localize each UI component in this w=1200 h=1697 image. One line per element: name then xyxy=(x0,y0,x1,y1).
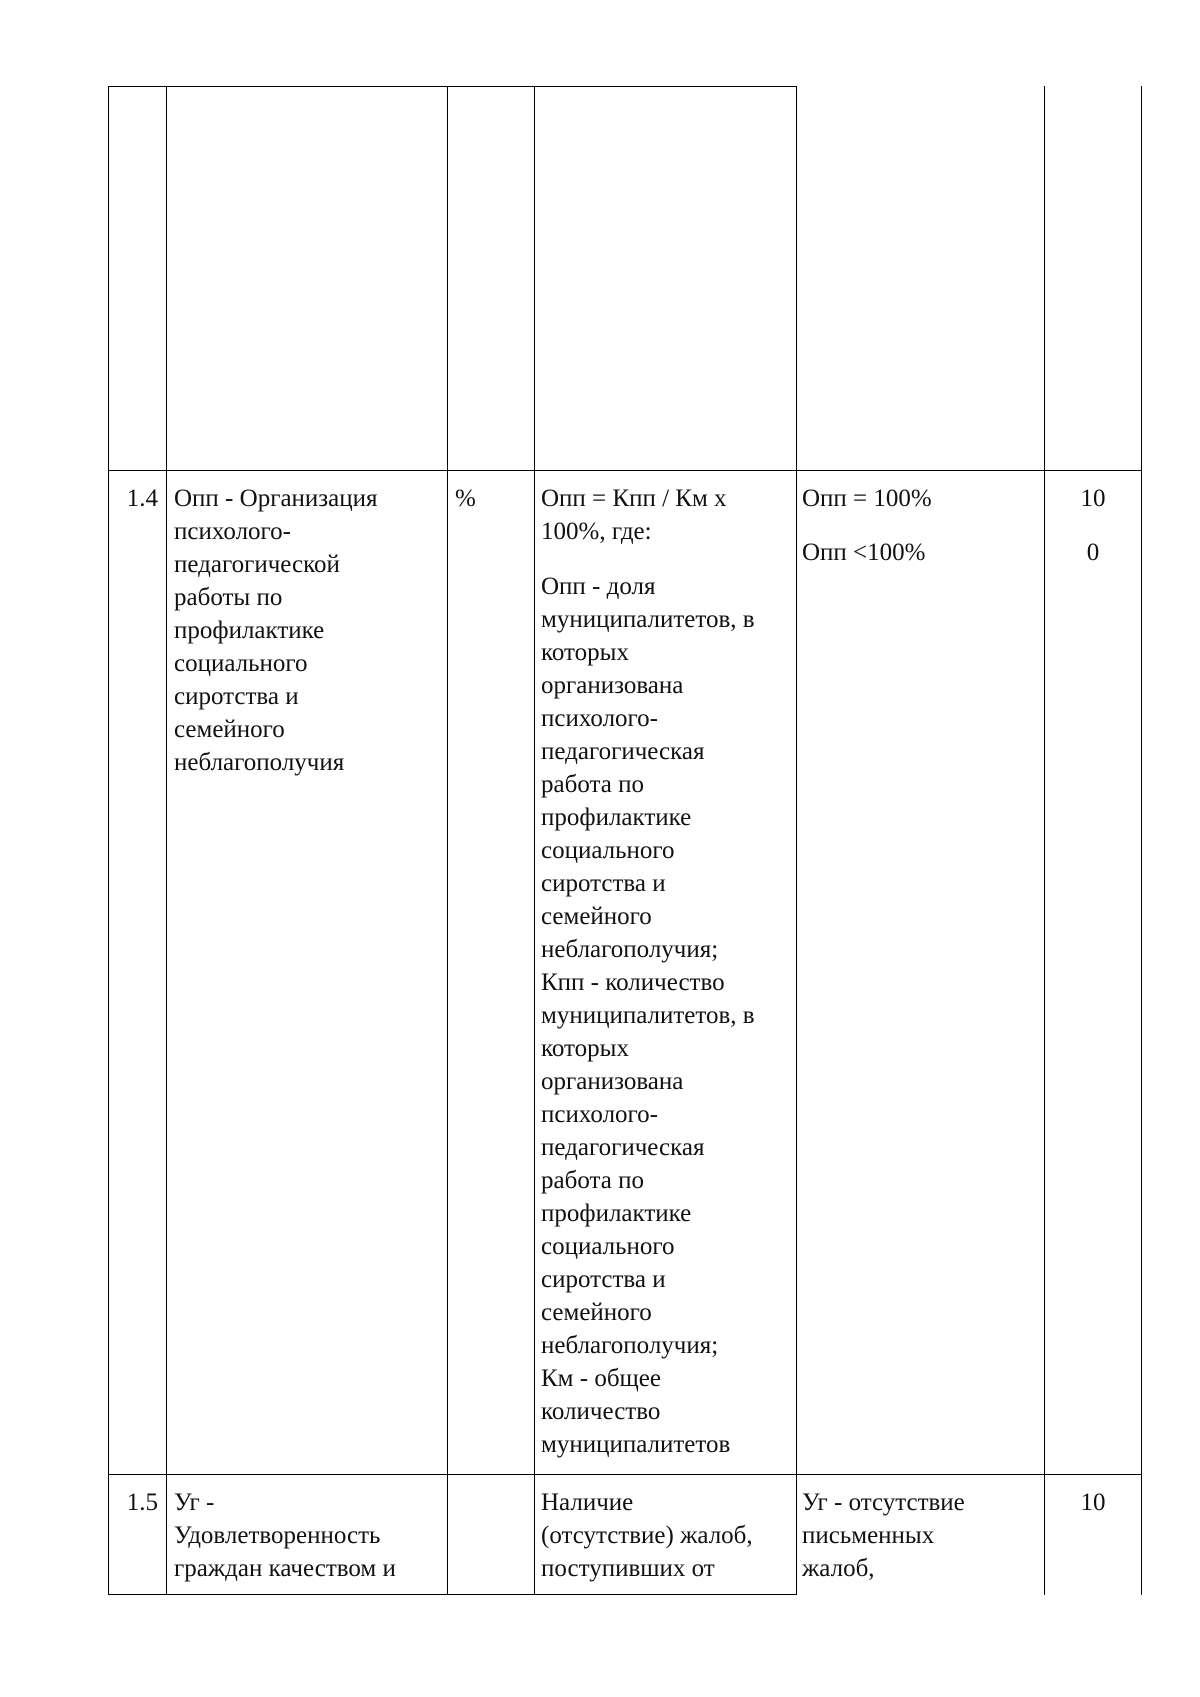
row-1-4-number xyxy=(110,482,158,515)
row-separator-1-5 xyxy=(108,1474,1142,1475)
table-top-border xyxy=(108,86,797,87)
row-number-text: 1.4 xyxy=(126,485,158,512)
row-1-4-indicator xyxy=(174,482,442,779)
score-2: 0 xyxy=(1086,539,1100,566)
row-1-5-indicator xyxy=(174,1486,442,1585)
row-1-4-scores xyxy=(1046,482,1140,569)
row-1-5-score xyxy=(1046,1486,1140,1519)
row-1-4-formula xyxy=(541,482,795,1461)
formula-text: Наличие (отсутствие) жалоб, поступивших от xyxy=(541,1489,753,1582)
score-1: 10 xyxy=(1080,485,1106,512)
criterion-1: Уг - отсутствие письменных жалоб, xyxy=(802,1489,965,1582)
row-1-5-formula xyxy=(541,1486,795,1585)
col-line-1 xyxy=(166,86,167,1595)
criterion-2: Опп <100% xyxy=(802,539,926,566)
unit-text: % xyxy=(455,485,476,512)
row-1-5-number xyxy=(110,1486,158,1519)
row-number-text: 1.5 xyxy=(126,1489,158,1516)
col-line-3 xyxy=(534,86,535,1595)
col-line-2 xyxy=(447,86,448,1595)
indicator-text: Опп - Организация психолого- педагогической работы по профилактике социального сиротства и семейного неблагополучия xyxy=(174,485,378,776)
score-1: 10 xyxy=(1080,1489,1106,1516)
row-separator-1-4 xyxy=(108,470,1142,471)
col-line-6 xyxy=(1141,86,1142,1595)
col-line-5 xyxy=(1044,86,1045,1595)
row-1-5-criteria xyxy=(802,1486,1040,1585)
formula-text: Опп = Кпп / Км х 100%, где: xyxy=(541,485,727,545)
formula-description: Опп - доля муниципалитетов, в которых организована психолого- педагогическая работа по профилактике социального сиротства и семейного неблагополучия; Кпп - количество муниципалитетов, в которых организована психолого- педагогическая работа по профилактике социального сиротства и семейного неблагополучия; Км - общее количество муниципалитетов xyxy=(541,573,755,1458)
indicator-text: Уг - Удовлетворенность граждан качеством и xyxy=(174,1489,396,1582)
col-line-4 xyxy=(796,86,797,1595)
col-line-0 xyxy=(108,86,109,1595)
row-1-4-unit xyxy=(455,482,529,515)
criterion-1: Опп = 100% xyxy=(802,485,932,512)
table-bottom-border xyxy=(108,1594,797,1595)
row-1-4-criteria xyxy=(802,482,1040,569)
